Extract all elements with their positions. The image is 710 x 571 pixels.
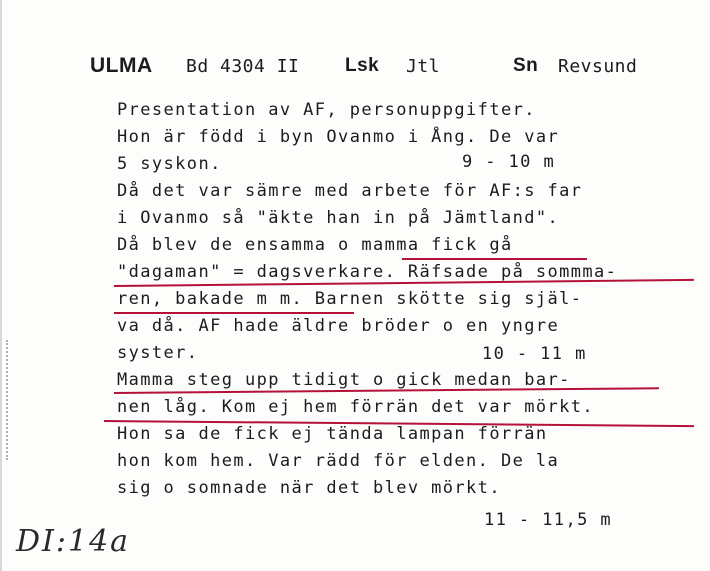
volume-number: Bd 4304 II (186, 56, 300, 77)
text-line: "dagaman" = dagsverkare. Räfsade på sommma- (117, 262, 618, 282)
parish-label: Sn (513, 55, 539, 76)
text-line: nen låg. Kom ej hem förrän det var mörkt. (117, 397, 595, 417)
text-line: hon kom hem. Var rädd för elden. De la (117, 451, 560, 471)
text-line: Då blev de ensamma o mamma fick gå (117, 235, 513, 255)
text-line: i Ovanmo så "äkte han in på Jämtland". (117, 208, 560, 228)
text-line: Mamma steg upp tidigt o gick medan bar- (117, 370, 571, 390)
text-line: syster. (117, 343, 199, 363)
text-line: Presentation av AF, personuppgifter. (117, 100, 536, 120)
text-line: ren, bakade m m. Barnen skötte sig själ- (117, 289, 583, 309)
province-value: Jtl (406, 56, 441, 77)
scan-edge-marks (6, 340, 10, 460)
time-mark: 11 - 11,5 m (484, 510, 612, 530)
red-underline (402, 258, 587, 260)
text-line: sig o somnade när det blev mörkt. (117, 478, 501, 498)
text-line: Hon sa de fick ej tända lampan förrän (117, 424, 548, 444)
time-mark: 9 - 10 m (462, 152, 556, 172)
province-label: Lsk (345, 55, 380, 76)
time-mark: 10 - 11 m (482, 344, 587, 364)
text-line: Hon är född i byn Ovanmo i Ång. De var (117, 127, 560, 147)
text-line: 5 syskon. (117, 154, 222, 174)
text-line: Då det var sämre med arbete för AF:s far (117, 181, 583, 201)
parish-value: Revsund (558, 56, 638, 77)
handwritten-note: DI:14a (16, 524, 131, 559)
red-underline (114, 312, 354, 314)
text-line: va då. AF hade äldre bröder o en yngre (117, 316, 560, 336)
archive-name: ULMA (90, 54, 153, 77)
